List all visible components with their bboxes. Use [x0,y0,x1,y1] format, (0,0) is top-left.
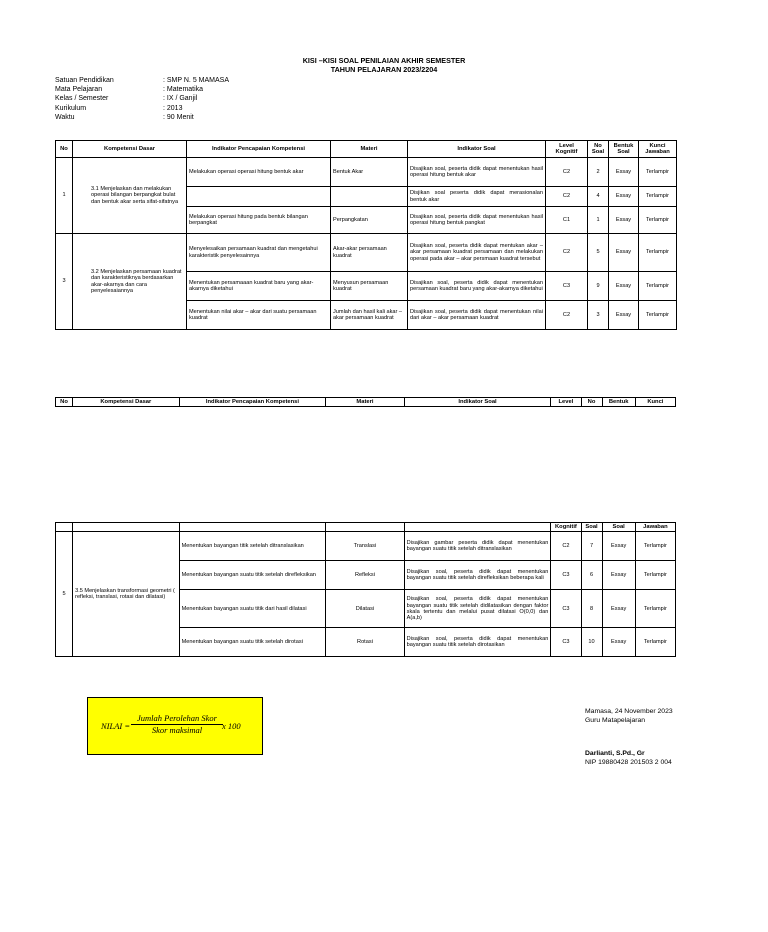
formula-numerator: Jumlah Perolehan Skor [131,713,223,725]
table-row: Menentukan bayangan suatu titik dari hasil dilatasi Dilatasi Disajikan soal, peserta didik dapat menentukan bayangan suatu titik setelah didilatasikan dengan faktor skala tertentu dan melalui pusat dilatasi O(0,0) dan A(a,b) C3 8 Essay Terlampir [56,590,676,628]
meta-row: Satuan Pendidikan : SMP N. 5 MAMASA [55,77,229,84]
table-header-row: No Kompetensi Dasar Indikator Pencapaian Kompetensi Materi Indikator Soal Level No Bentuk Kunci [56,398,676,407]
signature-role: Guru Matapelajaran [585,717,646,724]
formula-fraction [131,713,223,735]
table-row: Menentukan persamaaan kuadrat baru yang akar-akarnya diketahui Menyusun persamaan kuadrat Disajikan soal, peserta didik dapat menentukan persamaan kuadrat baru yang akar-akarnya diketahui C3 9 Essay Terlampir [56,272,677,301]
signature-name: Darlianti, S.Pd., Gr [585,750,645,757]
meta-row: Kurikulum : 2013 [55,104,183,112]
meta-row: Kelas / Semester : IX / Ganjil [55,95,198,103]
table-row: Melakukan operasi hitung pada bentuk bilangan berpangkat Perpangkatan Disajikan soal, peserta didik dapat menentukan hasil operasi hitung bentuk pangkat C1 1 Essay Terlampir [56,207,677,234]
meta-row: Waktu : 90 Menit [55,113,194,121]
formula-denominator: Skor maksimal [151,725,203,735]
kisi-table-page3 [55,522,676,657]
table-row: 3 3.2 Menjelaskan persamaan kuadrat dan karakteristiknya berdasarkan akar-akarnya dan cara penyelesaiannya Menyelesaikan persamaan kuadrat dan mengetahui karakteristik penyelesainnya Akar-akar persamaan kuadrat Disajikan soal, peserta didik dapat mentukan akar – akar persamaan kuadrat persamaan dan melakukan operasi pada akar – akar persmaan kuadrat tersebut C2 5 Essay Terlampir [56,234,677,272]
document-title: KISI –KISI SOAL PENILAIAN AKHIR SEMESTER [302,56,466,65]
meta-row: Mata Pelajaran : Matematika [55,86,204,94]
table-row: 1 3.1 Menjelaskan dan melakukan operasi bilangan berpangkat bulat dan bentuk akar serta sifat-sifatnya Melakukan operasi operasi hitung bentuk akar Bentuk Akar Disajikan soal, peserta didik dapat menentukan hasil operasi hitung bentuk akar C2 2 Essay Terlampir [56,158,677,187]
document-subtitle: TAHUN PELAJARAN 2023/2204 [330,65,438,74]
kisi-table-page2-header [55,397,676,407]
table-header-row: Kognitif Soal Soal Jawaban [56,523,676,532]
identity-block [55,76,229,122]
table-row: Menentukan bayangan suatu titik setelah dirotasi Rotasi Disajikan soal, peserta didik dapat menentukan bayangan suatu titik setelah dirotasikan C3 10 Essay Terlampir [56,628,676,657]
table-header-row: No Kompetensi Dasar Indikator Pencapaian Kompetensi Materi Indikator Soal Level Kognitif No Soal Bentuk Soal Kunci Jawaban [56,141,677,158]
table-row: Disjikan soal peserta didik dapat merasionalan bentuk akar C2 4 Essay Terlampir [56,187,677,207]
signature-nip: NIP 19880428 201503 2 004 [585,759,672,766]
table-row: 5 3.5 Menjelaskan transformasi geometri ( refleksi, translasi, rotasi dan dilatasi) Menentukan bayangan titik setelah ditranslasikan Translasi Disajikan gambar peserta didik dapat menentukan bayangan suatu titik setelah ditranslasikan C2 7 Essay Terlampir [56,532,676,561]
formula-lhs: NILAI = [101,721,131,731]
table-row: Menentukan bayangan suatu titik setelah direfleksikan Refleksi Disajikan soal, peserta didik dapat menentukan bayangan suatu titik setelah direfleksikan beberapa kali C3 6 Essay Terlampir [56,561,676,590]
formula-rhs: x 100 [222,721,241,731]
table-row: Menentukan nilai akar – akar dari suatu persamaan kuadrat Jumlah dan hasil kali akar – akar persamaan kuadrat Disajikan soal, peserta didik dapat menentukan nilai dari akar – akar persamaan kuadrat C2 3 Essay Terlampir [56,301,677,330]
signature-place-date: Mamasa, 24 November 2023 [585,708,673,715]
score-formula-box [87,697,263,755]
kisi-table-page1 [55,140,677,330]
